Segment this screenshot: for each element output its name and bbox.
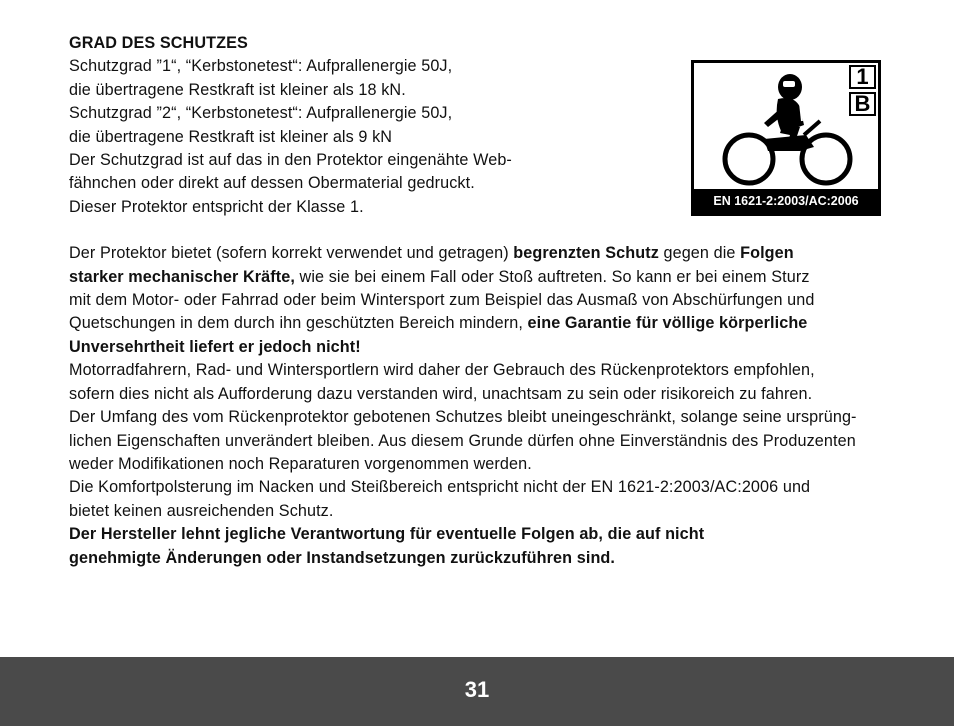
text-line [69, 336, 881, 359]
bold-text: Folgen [740, 244, 794, 263]
text-line: die übertragene Restkraft ist kleiner als 9 kN [69, 127, 393, 146]
text-line [69, 547, 881, 570]
text-line: Der Umfang des vom Rückenprotektor gebotenen Schutzes bleibt uneingeschränkt, solange seine ursprüng- [69, 408, 857, 427]
text-line: lichen Eigenschaften unverändert bleiben. Aus diesem Grunde dürfen ohne Einverständnis des Produzenten [69, 431, 856, 450]
standard-label: EN 1621-2:2003/AC:2006 [694, 189, 878, 213]
text-line: Schutzgrad ”2“, “Kerbstonetest“: Aufprallenergie 50J, [69, 104, 453, 123]
page-number: 31 [464, 677, 490, 702]
text-line: weder Modifikationen noch Reparaturen vorgenommen werden. [69, 454, 532, 473]
text-line [69, 266, 881, 289]
bold-text: genehmigte Änderungen oder Instandsetzungen zurückzuführen sind. [69, 548, 616, 567]
text-line: bietet keinen ausreichenden Schutz. [69, 501, 334, 520]
text-line [69, 523, 881, 546]
section-heading: GRAD DES SCHUTZES [69, 34, 248, 52]
text-line: die übertragene Restkraft ist kleiner als 18 kN. [69, 80, 406, 99]
text-line [69, 242, 881, 265]
text-line: fähnchen oder direkt auf dessen Obermaterial gedruckt. [69, 174, 475, 193]
bold-text: Der Hersteller lehnt jegliche Verantwortung für eventuelle Folgen ab, die auf nicht [69, 525, 705, 544]
text-line: mit dem Motor- oder Fahrrad oder beim Wintersport zum Beispiel das Ausmaß von Abschürfungen und [69, 291, 815, 310]
protection-level-label: 1 [849, 65, 876, 89]
bold-text: eine Garantie für völlige körperliche [527, 314, 808, 333]
bold-text: Unversehrtheit liefert er jedoch nicht! [69, 337, 361, 356]
text-line: sofern dies nicht als Aufforderung dazu verstanden wird, unachtsam zu sein oder risikoreich zu fahren. [69, 384, 813, 403]
protection-class-label: B [849, 92, 876, 116]
text-line [69, 312, 881, 335]
text-run: gegen die [658, 244, 741, 263]
text-run: Quetschungen in dem durch ihn geschützten Bereich mindern, [69, 314, 528, 333]
text-run: wie sie bei einem Fall oder Stoß auftreten. So kann er bei einem Sturz [294, 267, 810, 286]
text-line: Dieser Protektor entspricht der Klasse 1. [69, 197, 364, 216]
bold-text: starker mechanischer Kräfte, [69, 267, 295, 286]
text-line: Schutzgrad ”1“, “Kerbstonetest“: Aufprallenergie 50J, [69, 57, 453, 76]
protection-level-badge [691, 60, 881, 216]
text-line: Motorradfahrern, Rad- und Wintersportlern wird daher der Gebrauch des Rückenprotektors empfohlen, [69, 361, 815, 380]
paragraph-gap [69, 219, 881, 242]
bold-text: begrenzten Schutz [513, 244, 659, 263]
footer-bar [0, 657, 954, 726]
text-line: Die Komfortpolsterung im Nacken und Steißbereich entspricht nicht der EN 1621-2:2003/AC:2006 und [69, 478, 811, 497]
text-line: Der Schutzgrad ist auf das in den Protektor eingenähte Web- [69, 151, 512, 170]
text-run: Der Protektor bietet (sofern korrekt verwendet und getragen) [69, 244, 514, 263]
